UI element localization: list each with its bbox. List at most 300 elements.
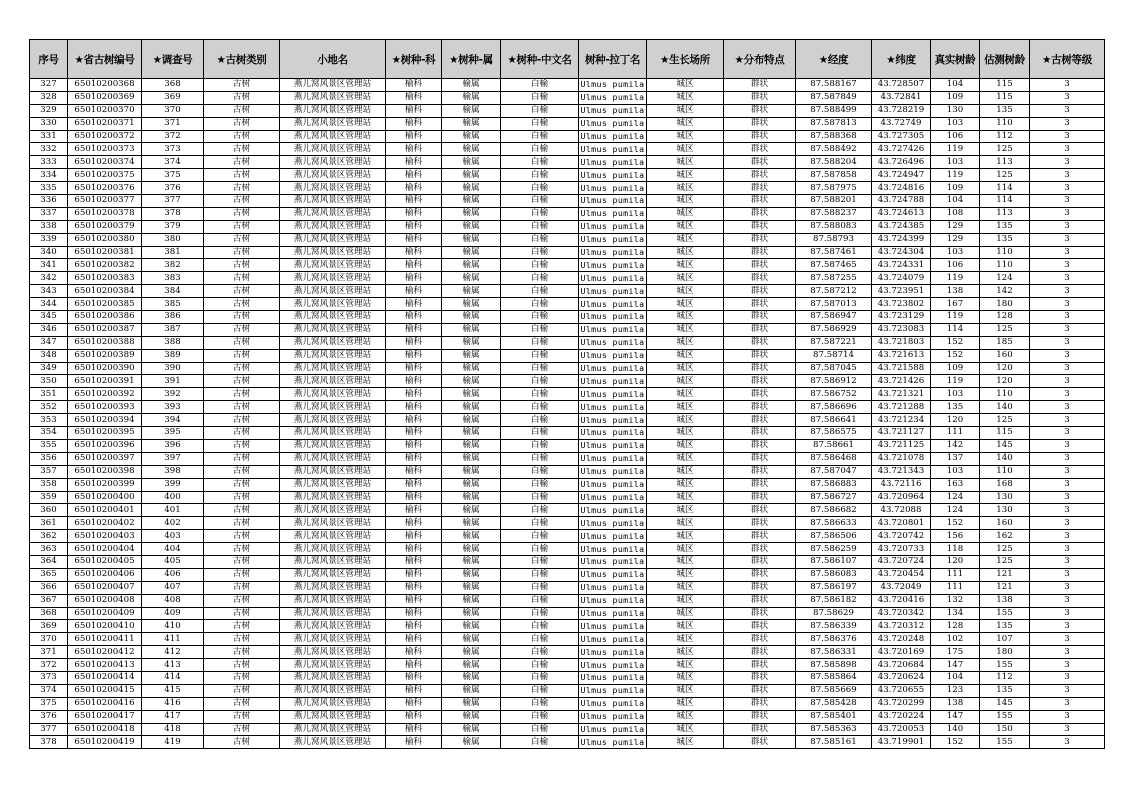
table-cell: 65010200413: [68, 659, 142, 672]
table-cell: 65010200402: [68, 517, 142, 530]
table-cell: 城区: [647, 491, 724, 504]
table-cell: 榆科: [386, 143, 442, 156]
table-cell: 古树: [204, 414, 280, 427]
table-cell: 燕儿窝风景区管理站: [280, 246, 386, 259]
table-cell: 群状: [724, 117, 796, 130]
table-cell: 榆属: [442, 671, 501, 684]
table-cell: 3: [1030, 684, 1105, 697]
table-cell: 65010200372: [68, 130, 142, 143]
table-cell: 362: [30, 530, 68, 543]
table-cell: 113: [980, 207, 1030, 220]
table-cell: 371: [142, 117, 204, 130]
table-row: [30, 285, 1105, 298]
table-cell: 404: [142, 543, 204, 556]
table-cell: 65010200382: [68, 259, 142, 272]
table-cell: Ulmus pumila: [579, 452, 647, 465]
table-cell: 古树: [204, 220, 280, 233]
table-cell: 燕儿窝风景区管理站: [280, 555, 386, 568]
table-cell: 古树: [204, 285, 280, 298]
table-cell: 391: [142, 375, 204, 388]
table-cell: 43.720684: [872, 659, 931, 672]
table-cell: 城区: [647, 104, 724, 117]
table-cell: 榆属: [442, 182, 501, 195]
table-cell: 361: [30, 517, 68, 530]
table-cell: 榆科: [386, 362, 442, 375]
table-row: [30, 671, 1105, 684]
table-cell: 329: [30, 104, 68, 117]
table-cell: Ulmus pumila: [579, 517, 647, 530]
table-cell: 群状: [724, 620, 796, 633]
table-cell: 榆科: [386, 117, 442, 130]
table-cell: 榆属: [442, 104, 501, 117]
table-cell: 345: [30, 311, 68, 324]
table-cell: 65010200374: [68, 156, 142, 169]
table-cell: 43.72749: [872, 117, 931, 130]
table-cell: 3: [1030, 723, 1105, 736]
table-cell: 327: [30, 79, 68, 92]
table-cell: 城区: [647, 620, 724, 633]
table-cell: Ulmus pumila: [579, 401, 647, 414]
table-cell: 白榆: [501, 311, 579, 324]
table-cell: 87.587849: [796, 91, 872, 104]
table-cell: 109: [931, 91, 980, 104]
table-cell: 3: [1030, 401, 1105, 414]
table-cell: 燕儿窝风景区管理站: [280, 130, 386, 143]
table-cell: 白榆: [501, 375, 579, 388]
table-cell: 87.585363: [796, 723, 872, 736]
table-cell: 白榆: [501, 427, 579, 440]
table-cell: Ulmus pumila: [579, 311, 647, 324]
table-cell: 394: [142, 414, 204, 427]
table-cell: 城区: [647, 427, 724, 440]
table-cell: Ulmus pumila: [579, 620, 647, 633]
table-cell: 群状: [724, 659, 796, 672]
table-cell: 燕儿窝风景区管理站: [280, 220, 386, 233]
table-cell: 110: [980, 117, 1030, 130]
table-cell: 榆属: [442, 272, 501, 285]
table-cell: 古树: [204, 311, 280, 324]
table-cell: 古树: [204, 427, 280, 440]
table-cell: 3: [1030, 427, 1105, 440]
table-cell: 燕儿窝风景区管理站: [280, 491, 386, 504]
table-cell: 43.720624: [872, 671, 931, 684]
table-cell: 121: [980, 568, 1030, 581]
table-cell: 65010200400: [68, 491, 142, 504]
table-cell: 城区: [647, 530, 724, 543]
table-cell: 群状: [724, 646, 796, 659]
table-row: [30, 388, 1105, 401]
table-cell: 群状: [724, 362, 796, 375]
table-cell: 群状: [724, 723, 796, 736]
table-cell: 榆科: [386, 91, 442, 104]
table-cell: 65010200416: [68, 697, 142, 710]
table-cell: 古树: [204, 156, 280, 169]
table-cell: 燕儿窝风景区管理站: [280, 517, 386, 530]
table-cell: 335: [30, 182, 68, 195]
header-cell: ★古树类别: [204, 40, 280, 79]
table-cell: 135: [980, 104, 1030, 117]
table-cell: 白榆: [501, 465, 579, 478]
table-cell: 群状: [724, 581, 796, 594]
table-row: [30, 401, 1105, 414]
table-cell: 43.720733: [872, 543, 931, 556]
table-cell: 87.585161: [796, 736, 872, 749]
table-cell: 3: [1030, 104, 1105, 117]
table-cell: Ulmus pumila: [579, 207, 647, 220]
table-cell: 378: [142, 207, 204, 220]
table-cell: 榆属: [442, 646, 501, 659]
table-cell: 142: [980, 285, 1030, 298]
table-cell: 376: [142, 182, 204, 195]
table-body: [30, 79, 1105, 749]
table-cell: Ulmus pumila: [579, 272, 647, 285]
table-cell: 榆属: [442, 543, 501, 556]
table-cell: 榆属: [442, 517, 501, 530]
table-cell: 65010200407: [68, 581, 142, 594]
table-cell: 群状: [724, 233, 796, 246]
table-cell: 340: [30, 246, 68, 259]
table-cell: 408: [142, 594, 204, 607]
table-row: [30, 530, 1105, 543]
table-cell: 古树: [204, 233, 280, 246]
table-cell: 燕儿窝风景区管理站: [280, 169, 386, 182]
table-cell: 白榆: [501, 439, 579, 452]
table-cell: 群状: [724, 143, 796, 156]
table-cell: 377: [142, 195, 204, 208]
table-cell: 43.721234: [872, 414, 931, 427]
table-cell: Ulmus pumila: [579, 555, 647, 568]
table-cell: 白榆: [501, 349, 579, 362]
table-cell: 3: [1030, 259, 1105, 272]
table-cell: 古树: [204, 259, 280, 272]
table-cell: 古树: [204, 581, 280, 594]
table-cell: 130: [931, 104, 980, 117]
table-cell: 群状: [724, 207, 796, 220]
table-row: [30, 723, 1105, 736]
table-cell: 120: [980, 375, 1030, 388]
table-cell: 群状: [724, 388, 796, 401]
table-cell: 城区: [647, 233, 724, 246]
table-cell: 43.724331: [872, 259, 931, 272]
table-cell: 43.724385: [872, 220, 931, 233]
table-cell: 411: [142, 633, 204, 646]
table-row: [30, 504, 1105, 517]
table-cell: 339: [30, 233, 68, 246]
table-cell: 43.723951: [872, 285, 931, 298]
table-cell: 群状: [724, 414, 796, 427]
table-cell: 榆科: [386, 220, 442, 233]
table-cell: 榆属: [442, 633, 501, 646]
table-cell: 110: [980, 259, 1030, 272]
table-cell: 白榆: [501, 336, 579, 349]
table-cell: 榆属: [442, 388, 501, 401]
table-cell: 396: [142, 439, 204, 452]
table-cell: 白榆: [501, 723, 579, 736]
table-cell: 白榆: [501, 607, 579, 620]
header-cell: ★树种-属: [442, 40, 501, 79]
table-cell: 榆属: [442, 414, 501, 427]
table-cell: 65010200406: [68, 568, 142, 581]
table-cell: 65010200404: [68, 543, 142, 556]
table-cell: 城区: [647, 311, 724, 324]
table-cell: 356: [30, 452, 68, 465]
table-row: [30, 736, 1105, 749]
table-cell: 3: [1030, 156, 1105, 169]
table-cell: 43.721288: [872, 401, 931, 414]
table-cell: 城区: [647, 555, 724, 568]
table-cell: 城区: [647, 568, 724, 581]
table-row: [30, 259, 1105, 272]
table-cell: 140: [980, 452, 1030, 465]
table-cell: 白榆: [501, 79, 579, 92]
table-cell: 白榆: [501, 504, 579, 517]
table-cell: 152: [931, 736, 980, 749]
table-cell: 43.720742: [872, 530, 931, 543]
table-cell: 群状: [724, 555, 796, 568]
table-cell: 白榆: [501, 684, 579, 697]
table-cell: 古树: [204, 298, 280, 311]
table-cell: 群状: [724, 323, 796, 336]
table-cell: 384: [142, 285, 204, 298]
table-cell: 白榆: [501, 543, 579, 556]
table-cell: 87.587465: [796, 259, 872, 272]
table-cell: 400: [142, 491, 204, 504]
table-cell: 古树: [204, 594, 280, 607]
table-cell: 3: [1030, 298, 1105, 311]
table-cell: 白榆: [501, 646, 579, 659]
table-cell: 燕儿窝风景区管理站: [280, 323, 386, 336]
table-cell: 359: [30, 491, 68, 504]
table-cell: 燕儿窝风景区管理站: [280, 594, 386, 607]
table-cell: 43.720053: [872, 723, 931, 736]
table-cell: 124: [931, 504, 980, 517]
table-cell: 白榆: [501, 530, 579, 543]
table-cell: 121: [980, 581, 1030, 594]
table-cell: 燕儿窝风景区管理站: [280, 710, 386, 723]
header-cell: 树种-拉丁名: [579, 40, 647, 79]
table-cell: 榆科: [386, 671, 442, 684]
table-cell: 109: [931, 362, 980, 375]
table-cell: 燕儿窝风景区管理站: [280, 362, 386, 375]
table-cell: 古树: [204, 349, 280, 362]
table-cell: 399: [142, 478, 204, 491]
table-cell: 群状: [724, 375, 796, 388]
table-cell: 135: [980, 620, 1030, 633]
table-cell: 175: [931, 646, 980, 659]
table-cell: 群状: [724, 710, 796, 723]
table-cell: 3: [1030, 182, 1105, 195]
table-row: [30, 684, 1105, 697]
table-cell: 160: [980, 349, 1030, 362]
table-cell: 65010200409: [68, 607, 142, 620]
table-cell: 401: [142, 504, 204, 517]
table-cell: 白榆: [501, 491, 579, 504]
table-row: [30, 311, 1105, 324]
table-cell: 167: [931, 298, 980, 311]
table-cell: 3: [1030, 272, 1105, 285]
table-cell: 白榆: [501, 736, 579, 749]
table-cell: 413: [142, 659, 204, 672]
table-cell: 87.586259: [796, 543, 872, 556]
table-cell: 3: [1030, 220, 1105, 233]
table-cell: 87.586468: [796, 452, 872, 465]
table-cell: 3: [1030, 388, 1105, 401]
table-cell: 古树: [204, 130, 280, 143]
table-cell: 群状: [724, 427, 796, 440]
table-cell: 65010200380: [68, 233, 142, 246]
table-cell: 87.585898: [796, 659, 872, 672]
table-cell: 87.587255: [796, 272, 872, 285]
table-cell: 白榆: [501, 659, 579, 672]
table-cell: 古树: [204, 272, 280, 285]
table-cell: 榆属: [442, 620, 501, 633]
table-cell: 燕儿窝风景区管理站: [280, 452, 386, 465]
table-cell: 群状: [724, 736, 796, 749]
table-row: [30, 568, 1105, 581]
table-cell: Ulmus pumila: [579, 285, 647, 298]
table-cell: 白榆: [501, 362, 579, 375]
table-cell: 古树: [204, 620, 280, 633]
table-cell: 3: [1030, 504, 1105, 517]
table-cell: 榆科: [386, 246, 442, 259]
table-cell: 燕儿窝风景区管理站: [280, 659, 386, 672]
table-cell: 124: [980, 272, 1030, 285]
table-row: [30, 156, 1105, 169]
table-cell: 407: [142, 581, 204, 594]
table-cell: 382: [142, 259, 204, 272]
table-cell: Ulmus pumila: [579, 671, 647, 684]
table-cell: 燕儿窝风景区管理站: [280, 697, 386, 710]
table-cell: 374: [142, 156, 204, 169]
table-cell: Ulmus pumila: [579, 220, 647, 233]
table-cell: 群状: [724, 91, 796, 104]
table-cell: 3: [1030, 452, 1105, 465]
table-cell: 燕儿窝风景区管理站: [280, 388, 386, 401]
table-cell: 140: [980, 401, 1030, 414]
table-cell: 115: [980, 427, 1030, 440]
header-cell: ★纬度: [872, 40, 931, 79]
table-cell: 榆属: [442, 156, 501, 169]
table-cell: 3: [1030, 91, 1105, 104]
table-cell: 366: [30, 581, 68, 594]
table-cell: 43.720454: [872, 568, 931, 581]
table-cell: 榆科: [386, 414, 442, 427]
table-cell: 榆属: [442, 311, 501, 324]
table-cell: 132: [931, 594, 980, 607]
table-cell: 白榆: [501, 220, 579, 233]
table-cell: 106: [931, 259, 980, 272]
table-cell: 43.723083: [872, 323, 931, 336]
table-cell: 363: [30, 543, 68, 556]
table-cell: 87.587047: [796, 465, 872, 478]
table-cell: 城区: [647, 607, 724, 620]
table-cell: 43.720801: [872, 517, 931, 530]
table-cell: 43.721426: [872, 375, 931, 388]
table-cell: 榆科: [386, 555, 442, 568]
table-cell: 榆科: [386, 388, 442, 401]
table-row: [30, 272, 1105, 285]
table-cell: 124: [931, 491, 980, 504]
table-cell: 古树: [204, 671, 280, 684]
table-cell: 87.588167: [796, 79, 872, 92]
table-cell: 榆科: [386, 272, 442, 285]
table-cell: 135: [980, 233, 1030, 246]
table-cell: 365: [30, 568, 68, 581]
table-cell: 榆属: [442, 298, 501, 311]
table-cell: 群状: [724, 517, 796, 530]
table-cell: 群状: [724, 130, 796, 143]
table-cell: 群状: [724, 285, 796, 298]
table-cell: 白榆: [501, 117, 579, 130]
table-cell: 111: [931, 581, 980, 594]
table-cell: 403: [142, 530, 204, 543]
table-cell: 白榆: [501, 104, 579, 117]
table-cell: 357: [30, 465, 68, 478]
table-cell: 123: [931, 684, 980, 697]
table-cell: 榆属: [442, 349, 501, 362]
table-row: [30, 246, 1105, 259]
table-cell: 古树: [204, 555, 280, 568]
table-cell: 燕儿窝风景区管理站: [280, 684, 386, 697]
table-cell: 城区: [647, 349, 724, 362]
table-cell: 城区: [647, 143, 724, 156]
table-cell: 城区: [647, 156, 724, 169]
table-cell: 65010200391: [68, 375, 142, 388]
table-cell: 138: [931, 697, 980, 710]
table-cell: 榆科: [386, 736, 442, 749]
table-cell: 白榆: [501, 555, 579, 568]
table-cell: 43.721343: [872, 465, 931, 478]
table-cell: Ulmus pumila: [579, 684, 647, 697]
table-cell: 燕儿窝风景区管理站: [280, 646, 386, 659]
table-cell: 390: [142, 362, 204, 375]
table-cell: 120: [931, 555, 980, 568]
table-cell: Ulmus pumila: [579, 568, 647, 581]
table-cell: 古树: [204, 439, 280, 452]
table-cell: 3: [1030, 633, 1105, 646]
table-cell: 351: [30, 388, 68, 401]
table-cell: 城区: [647, 220, 724, 233]
table-cell: 377: [30, 723, 68, 736]
table-cell: 白榆: [501, 323, 579, 336]
table-cell: 榆属: [442, 117, 501, 130]
table-cell: 353: [30, 414, 68, 427]
table-cell: 群状: [724, 465, 796, 478]
table-cell: Ulmus pumila: [579, 79, 647, 92]
table-cell: 111: [931, 568, 980, 581]
table-cell: 榆科: [386, 465, 442, 478]
table-cell: 333: [30, 156, 68, 169]
table-cell: 古树: [204, 723, 280, 736]
table-cell: 43.721321: [872, 388, 931, 401]
table-cell: 3: [1030, 130, 1105, 143]
table-cell: 3: [1030, 439, 1105, 452]
table-row: [30, 697, 1105, 710]
table-cell: 燕儿窝风景区管理站: [280, 298, 386, 311]
table-cell: 榆科: [386, 169, 442, 182]
table-cell: 332: [30, 143, 68, 156]
table-cell: 榆属: [442, 530, 501, 543]
table-cell: 白榆: [501, 478, 579, 491]
table-cell: 城区: [647, 388, 724, 401]
table-cell: 138: [931, 285, 980, 298]
table-cell: 65010200403: [68, 530, 142, 543]
table-cell: Ulmus pumila: [579, 478, 647, 491]
table-cell: 燕儿窝风景区管理站: [280, 401, 386, 414]
table-cell: 65010200410: [68, 620, 142, 633]
table-cell: 古树: [204, 375, 280, 388]
table-cell: 古树: [204, 207, 280, 220]
